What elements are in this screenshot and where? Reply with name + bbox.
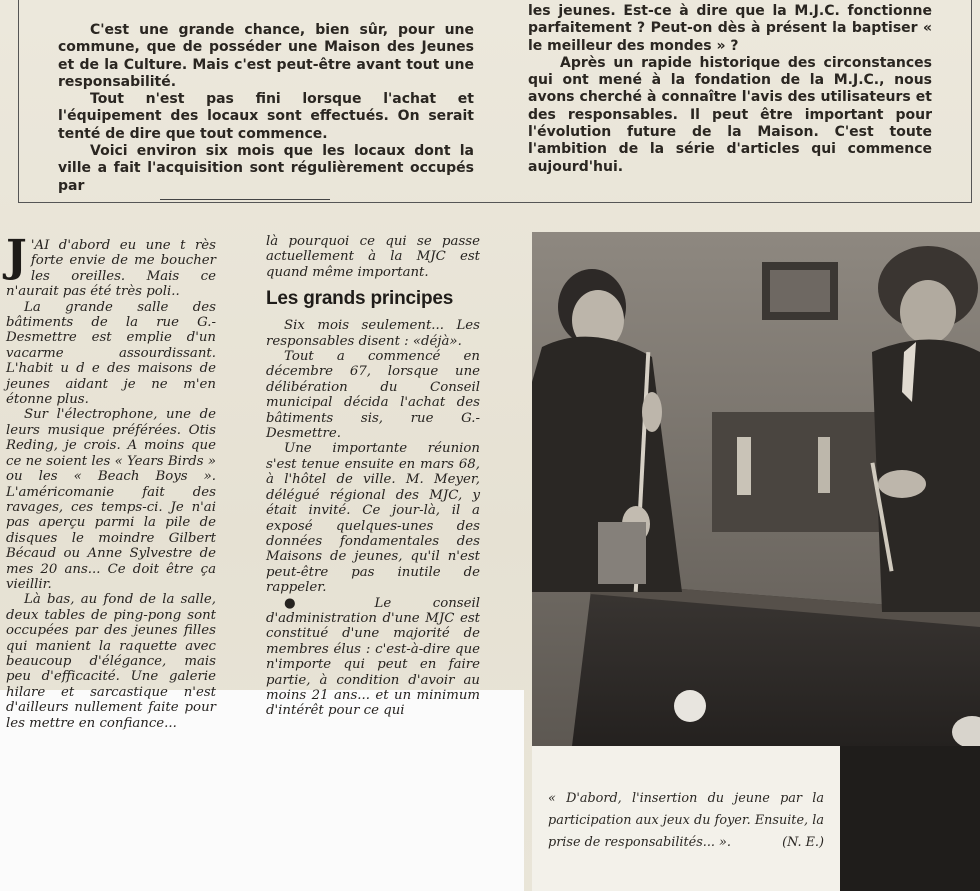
intro-paragraph: C'est une grande chance, bien sûr, pour une commune, que de posséder une Maison des Jeunes et de la Culture. Mais c'est peut-être avant tout une responsabilité. — [58, 22, 474, 90]
intro-left-column — [58, 22, 474, 195]
intro-paragraph: Après un rapide historique des circonstances qui ont mené à la fondation de la M.J.C., nous avons cherché à connaître l'avis des utilisateurs et des responsables. Il peut être important pour l'évolution future de la Maison. C'est toute l'ambition de la série d'articles qui commence aujourd'hui. — [528, 54, 932, 175]
drop-cap: J — [6, 231, 27, 282]
article-paragraph: Une importante réunion s'est tenue ensuite en mars 68, à l'hôtel de ville. M. Meyer, délégué régional des MJC, y était invité. Ce jour-là, il a exposé quelques-unes des données fondamentales des Maisons de jeunes, qu'il n'est peut-être pas inutile de rappeler. — [266, 441, 480, 596]
photo-caption — [548, 788, 824, 854]
billiard-ball — [674, 690, 706, 722]
first-paragraph-text: 'AI d'abord eu une t rès forte envie de me boucher les oreilles. Mais ce n'aurait pas été très poli.. — [6, 238, 216, 300]
photo-illustration — [532, 232, 980, 746]
photo-credit: (N. E.) — [782, 835, 824, 850]
photo-billiards — [532, 232, 980, 746]
bullet-icon: ● — [284, 595, 333, 611]
article-paragraph: La grande salle des bâtiments de la rue G.-Desmettre est emplie d'un vacarme assourdissant. L'habit u d e des maisons de jeunes aidant je ne m'en étonne plus. — [6, 299, 216, 408]
intro-paragraph: Tout n'est pas fini lorsque l'achat et l'équipement des locaux sont effectués. On serait tenté de dire que tout commence. — [58, 91, 474, 142]
article-paragraph: Là bas, au fond de la salle, deux tables de ping-pong sont occupées par des jeunes filles qui manient la raquette avec beaucoup d'élégance, mais peu d'efficacité. Une galerie hilare et sarcastique n'est d'ailleurs nullement faite pour les mettre en confiance... — [6, 592, 216, 731]
article-paragraph: là pourquoi ce qui se passe actuellement à la MJC est quand même important. — [266, 234, 480, 280]
bullet-text: Le conseil d'administration d'une MJC est constitué d'une majorité de membres élus : c'est-à-dire que n'importe qui peut en faire partie, à condition d'avoir au moins 21 ans... et un minimum d'intérêt pour ce qui — [266, 595, 481, 719]
photo-tail — [840, 746, 980, 891]
article-paragraph: Sur l'électrophone, une de leurs musique préférées. Otis Reding, je crois. A moins que ce ne soient les « Years Birds » ou les « Beach Boys ». L'américomanie fait des ravages, ces temps-ci. Je n'ai pas aperçu parmi la pile de disques le moindre Gilbert Bécaud ou Anne Sylvestre de mes 20 ans... Ce doit être ça vieillir. — [6, 407, 216, 592]
divider-rule — [160, 199, 330, 200]
intro-paragraph: Voici environ six mois que les locaux dont la ville a fait l'acquisition sont régulièrement occupés par — [58, 143, 474, 194]
article-paragraph: Six mois seulement... Les responsables disent : «déjà». — [266, 318, 480, 349]
caption-text: « D'abord, l'insertion du jeune par la participation aux jeux du foyer. Ensuite, la prise de responsabilités... ». — [548, 791, 824, 850]
intro-paragraph: les jeunes. Est-ce à dire que la M.J.C. fonctionne parfaitement ? Peut-on dès à présent la baptiser « le meilleur des mondes » ? — [528, 3, 932, 54]
article-column-1 — [6, 231, 216, 731]
first-paragraph — [6, 231, 216, 300]
section-subhead: Les grands principes — [266, 288, 454, 310]
article-paragraph: Tout a commencé en décembre 67, lorsque une délibération du Conseil municipal décida l'achat des bâtiments sis, rue G.-Desmettre. — [266, 349, 480, 442]
bullet-paragraph — [266, 596, 480, 719]
article-column-2 — [266, 234, 480, 719]
intro-right-column — [528, 3, 932, 176]
